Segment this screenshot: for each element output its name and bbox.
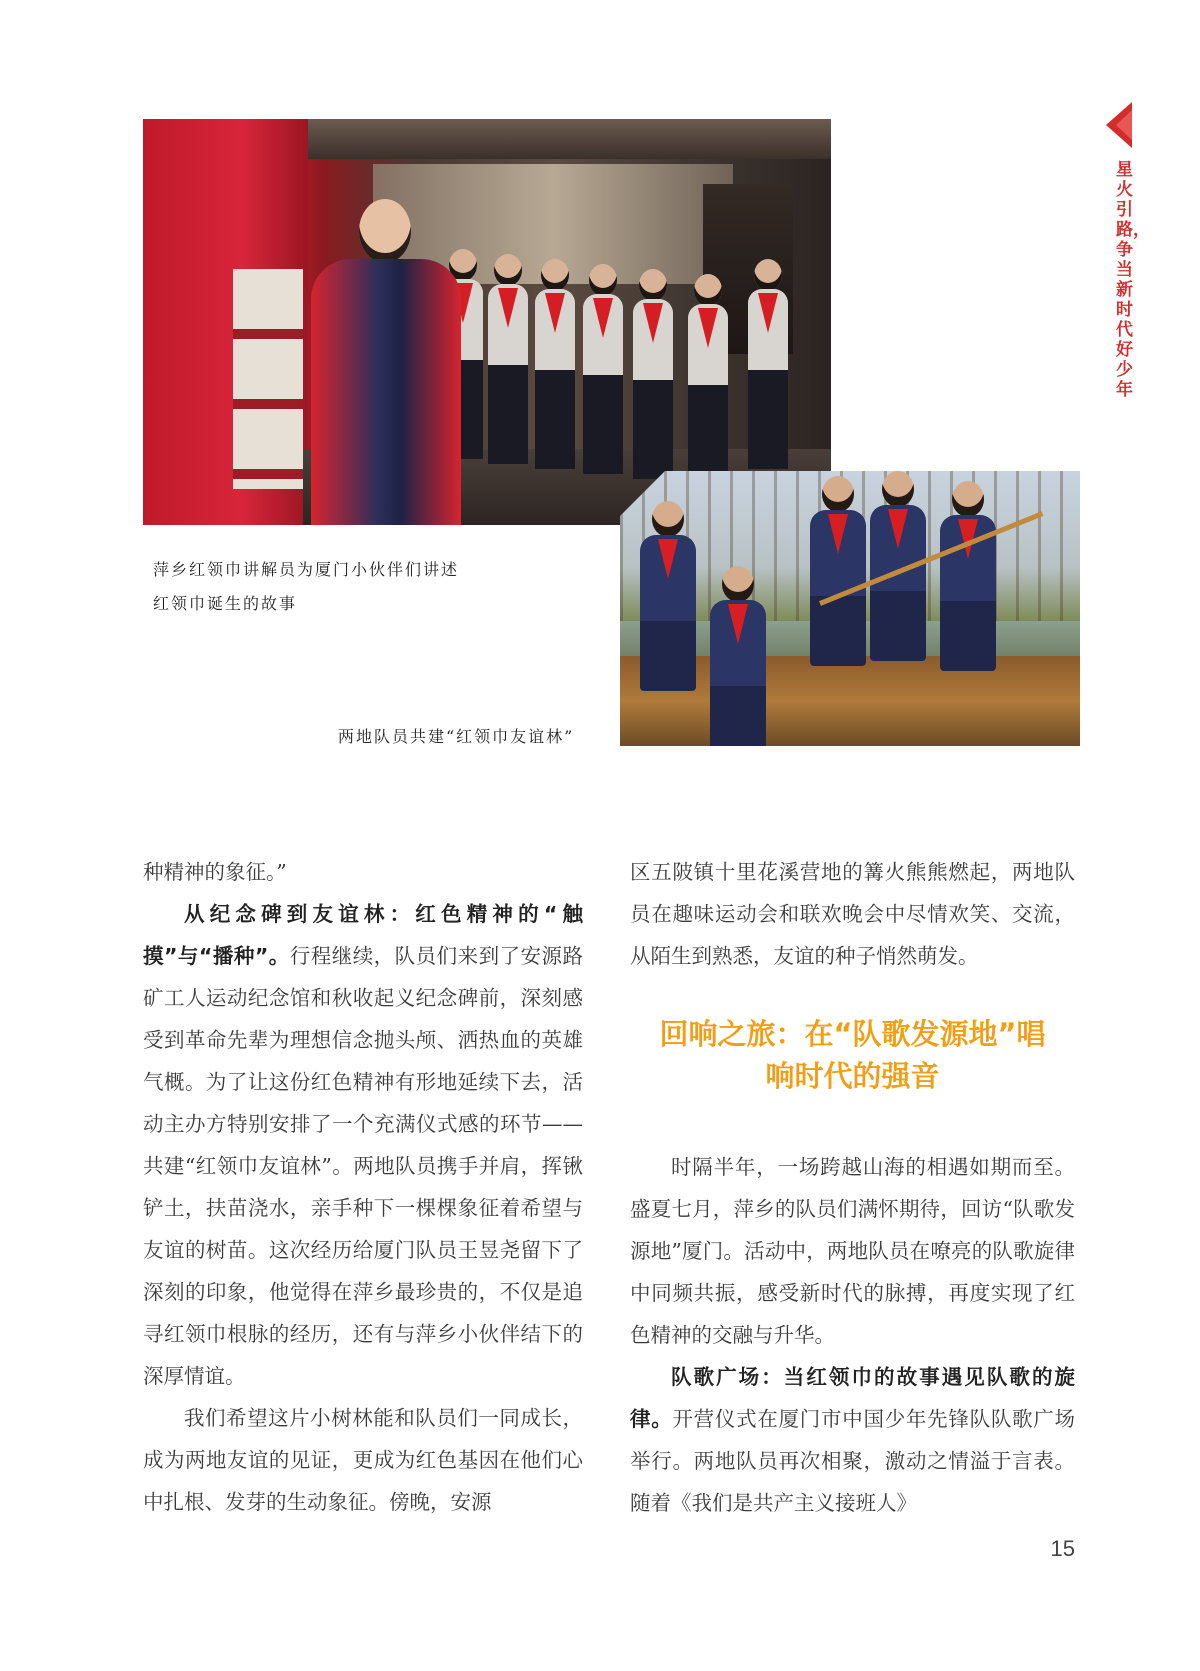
heading-line: 响时代的强音 — [765, 1059, 940, 1093]
subheading: 从纪念碑到友谊林：红色精神的“触摸”与“播种”。 — [143, 902, 583, 968]
right-text-column-top — [630, 851, 1075, 977]
student-figure — [488, 254, 528, 464]
right-text-column-bottom — [630, 1146, 1075, 1524]
paragraph — [630, 1356, 1075, 1524]
caption-line: 红领巾诞生的故事 — [153, 594, 298, 613]
left-text-column — [143, 851, 583, 1523]
student-figure — [810, 476, 866, 666]
paragraph: 区五陂镇十里花溪营地的篝火熊熊燃起，两地队员在趣味运动会和联欢晚会中尽情欢笑、交流，从陌生到熟悉，友谊的种子悄然萌发。 — [630, 860, 1075, 968]
exhibit-frames — [233, 269, 303, 489]
student-figure — [748, 259, 788, 469]
paragraph: 我们希望这片小树林能和队员们一同成长，成为两地友谊的见证，更成为红色基因在他们心中扎根、发芽的生动象征。傍晚，安源 — [143, 1406, 583, 1514]
photo1-caption — [153, 553, 573, 621]
student-figure — [940, 481, 996, 671]
student-figure — [710, 566, 766, 746]
photo-tree-planting — [620, 471, 1080, 746]
red-triangle-tab-icon — [1104, 102, 1132, 148]
student-figure — [583, 264, 623, 474]
page-number: 15 — [1050, 1536, 1075, 1561]
subheading: 队歌广场：当红领巾的故事遇见队歌的旋律。 — [630, 1365, 1075, 1431]
photo-museum-guide — [143, 119, 831, 525]
paragraph-text: 行程继续，队员们来到了安源路矿工人运动纪念馆和秋收起义纪念碑前，深刻感受到革命先辈为理想信念抛头颅、洒热血的英雄气概。为了让这份红色精神有形地延续下去，活动主办方特别安排了一个充满仪式感的环节——共建“红领巾友谊林”。两地队员携手并肩，挥锹铲土，扶苗浇水，亲手种下一棵棵象征着希望与友谊的树苗。这次经历给厦门队员王昱尧留下了深刻的印象，他觉得在萍乡最珍贵的，不仅是追寻红领巾根脉的经历，还有与萍乡小伙伴结下的深厚情谊。 — [143, 944, 584, 1388]
paragraph — [143, 893, 583, 1397]
paragraph: 种精神的象征。” — [143, 860, 287, 884]
heading-line: 回响之旅：在“队歌发源地”唱 — [659, 1017, 1046, 1051]
guide-figure — [311, 199, 461, 525]
section-sidebar-title: 星火引路，争当新时代好少年 — [1116, 160, 1150, 400]
student-figure — [640, 501, 696, 691]
caption-line: 萍乡红领巾讲解员为厦门小伙伴们讲述 — [153, 560, 460, 579]
photo2-caption: 两地队员共建“红领巾友谊林” — [338, 727, 575, 746]
paragraph: 时隔半年，一场跨越山海的相遇如期而至。盛夏七月，萍乡的队员们满怀期待，回访“队歌发源地”厦门。活动中，两地队员在嘹亮的队歌旋律中同频共振，感受新时代的脉搏，再度实现了红色精神的交融与升华。 — [630, 1155, 1075, 1347]
student-figure — [633, 269, 673, 479]
student-figure — [535, 259, 575, 469]
student-figure — [688, 274, 728, 484]
section-heading — [630, 1013, 1075, 1097]
paragraph-text: 开营仪式在厦门市中国少年先锋队队歌广场举行。两地队员再次相聚，激动之情溢于言表。随着《我们是共产主义接班人》 — [630, 1407, 1076, 1515]
